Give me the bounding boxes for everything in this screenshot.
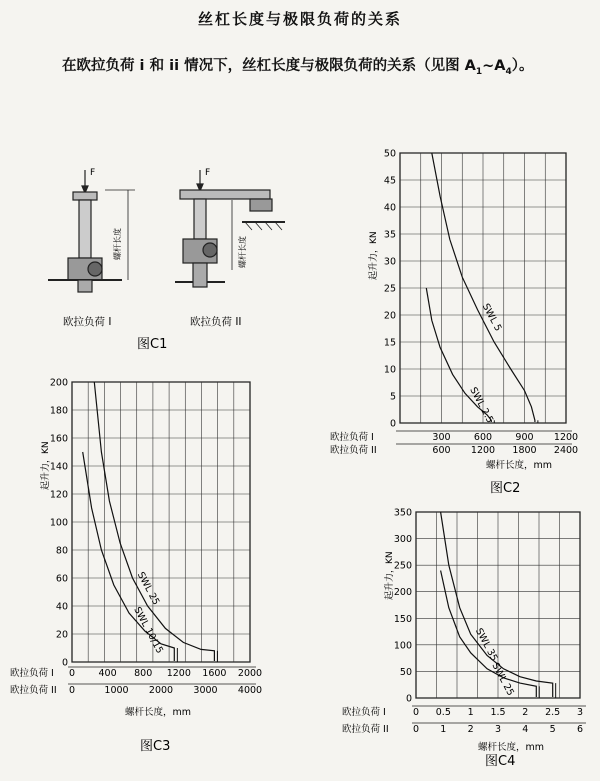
y-tick-label: 5 [389, 391, 396, 403]
y-tick-label: 40 [55, 601, 68, 613]
y-tick-label: 160 [49, 433, 68, 445]
y-tick-label: 200 [393, 587, 412, 599]
y-tick-label: 60 [55, 573, 68, 585]
x-tick-label-euler1: 1200 [166, 668, 191, 679]
length-label-1: 螺杆长度 [113, 228, 122, 260]
euler-case-2-label: 欧拉负荷 II [190, 316, 242, 328]
subtitle-main: 在欧拉负荷 i 和 ii 情况下，丝杠长度与极限负荷的关系（见图 A [62, 58, 476, 74]
force-arrowhead-1 [82, 186, 88, 193]
x-tick-label-euler2: 2 [467, 724, 474, 735]
jack1-worm [88, 262, 102, 276]
x-tick-label-euler2: 0 [412, 724, 420, 735]
y-tick-label: 150 [393, 613, 412, 625]
series-line [426, 288, 491, 422]
x-tick-label-euler1: 2.5 [545, 707, 561, 718]
y-tick-label: 50 [399, 666, 412, 678]
x-tick-label-euler2: 1200 [470, 445, 496, 456]
y-tick-label: 350 [393, 507, 412, 519]
euler-row2-label: 欧拉负荷 II [330, 445, 377, 456]
page-subtitle [62, 54, 534, 77]
y-tick-label: 20 [55, 629, 68, 641]
jack1-gearbox [68, 258, 102, 280]
x-tick-label-euler1: 2 [522, 707, 529, 718]
y-axis-label: 起升力，KN [385, 551, 395, 600]
length-label-2: 螺杆长度 [238, 236, 247, 268]
euler-row2-label: 欧拉负荷 II [10, 685, 57, 696]
x-tick-label-euler1: 900 [515, 432, 534, 443]
y-tick-label: 100 [49, 517, 68, 529]
x-tick-label-euler2: 1000 [104, 685, 129, 696]
series-line [83, 452, 175, 661]
y-axis-label: 起升力，KN [369, 231, 379, 280]
y-tick-label: 200 [49, 377, 68, 389]
subtitle-sub1: 1 [475, 66, 483, 77]
jack2-gearbox [183, 239, 217, 263]
force-label-2: F [205, 168, 211, 178]
y-tick-label: 50 [383, 148, 396, 160]
jack2-beam [180, 190, 270, 199]
jack2-screw [194, 199, 206, 239]
plot-frame [416, 512, 580, 698]
euler-row1-label: 欧拉负荷 I [10, 668, 54, 679]
x-tick-label-euler1: 1200 [553, 432, 579, 443]
series-label: SWL 5 [479, 301, 504, 334]
y-tick-label: 0 [405, 693, 412, 705]
euler-row1-label: 欧拉负荷 I [330, 432, 374, 443]
series-label: SWL 2.5 [467, 385, 496, 426]
subtitle-mid: ~A [482, 58, 506, 74]
y-tick-label: 30 [383, 256, 396, 268]
force-label-1: F [90, 168, 96, 178]
jack1-top-plate [73, 192, 97, 200]
y-tick-label: 0 [389, 418, 396, 430]
x-tick-label-euler1: 0 [68, 668, 76, 679]
plot-frame [400, 153, 566, 426]
x-tick-label-euler1: 1 [467, 707, 474, 718]
y-tick-label: 180 [49, 405, 68, 417]
figure-caption: 图C4 [485, 754, 516, 769]
series-label: SWL 25 [489, 661, 516, 698]
x-axis-label: 螺杆长度，mm [478, 742, 545, 753]
x-tick-label-euler2: 6 [576, 724, 584, 735]
jack1-foot [78, 280, 92, 292]
y-tick-label: 45 [383, 175, 396, 187]
x-tick-label-euler2: 4 [522, 724, 529, 735]
series-label: SWL 10/15 [131, 605, 166, 656]
page-title: 丝杠长度与极限负荷的关系 [197, 10, 402, 28]
figure-c1-caption: 图C1 [137, 337, 168, 352]
y-tick-label: 20 [383, 310, 396, 322]
y-axis-label: 起升力，KN [41, 441, 51, 490]
y-tick-label: 0 [61, 657, 68, 669]
euler-row1-label: 欧拉负荷 I [342, 707, 386, 718]
euler-case-1-label: 欧拉负荷 I [63, 316, 112, 328]
x-tick-label-euler1: 800 [134, 668, 153, 679]
euler-row2-label: 欧拉负荷 II [342, 724, 389, 735]
x-tick-label-euler1: 600 [473, 432, 493, 443]
x-tick-label-euler1: 3 [576, 707, 584, 718]
series-line [441, 512, 553, 697]
y-tick-label: 40 [383, 202, 396, 214]
force-arrowhead-2 [197, 184, 203, 191]
y-tick-label: 140 [49, 461, 68, 473]
x-tick-label-euler1: 0.5 [435, 707, 451, 718]
y-tick-label: 250 [393, 560, 412, 572]
y-tick-label: 300 [393, 534, 412, 546]
subtitle-sub2: 4 [505, 66, 512, 77]
x-axis-label: 螺杆长度，mm [125, 707, 192, 718]
y-tick-label: 15 [383, 337, 396, 349]
x-tick-label-euler2: 3000 [193, 685, 218, 696]
x-axis-label: 螺杆长度，mm [486, 460, 553, 471]
series-line [94, 382, 214, 661]
series-line [432, 153, 535, 422]
x-tick-label-euler1: 0 [412, 707, 420, 718]
x-tick-label-euler2: 2400 [553, 445, 579, 456]
series-label: SWL 25 [134, 570, 162, 608]
figure-caption: 图C3 [140, 739, 171, 754]
x-tick-label-euler2: 1800 [512, 445, 537, 456]
x-tick-label-euler2: 4000 [237, 685, 263, 696]
y-tick-label: 120 [49, 489, 68, 501]
x-tick-label-euler2: 600 [432, 445, 451, 456]
jack2-guide-hatch [245, 222, 282, 230]
x-tick-label-euler2: 5 [549, 724, 556, 735]
x-tick-label-euler1: 300 [432, 432, 451, 443]
series-line [441, 571, 537, 698]
x-tick-label-euler1: 400 [98, 668, 117, 679]
y-tick-label: 35 [383, 229, 396, 241]
x-tick-label-euler1: 1.5 [490, 707, 506, 718]
y-tick-label: 100 [393, 640, 412, 652]
jack1-screw [79, 200, 91, 258]
x-tick-label-euler2: 0 [68, 685, 76, 696]
figure-caption: 图C2 [490, 481, 521, 496]
y-tick-label: 25 [383, 283, 396, 295]
x-tick-label-euler2: 1 [440, 724, 447, 735]
x-tick-label-euler2: 3 [494, 724, 502, 735]
plot-frame [72, 382, 250, 662]
y-tick-label: 80 [55, 545, 68, 557]
x-tick-label-euler1: 1600 [202, 668, 227, 679]
series-label: SWL 35 [473, 626, 500, 664]
y-tick-label: 10 [383, 364, 396, 376]
x-tick-label-euler2: 2000 [148, 685, 174, 696]
x-tick-label-euler1: 2000 [237, 668, 263, 679]
subtitle-end: ）。 [511, 58, 534, 74]
